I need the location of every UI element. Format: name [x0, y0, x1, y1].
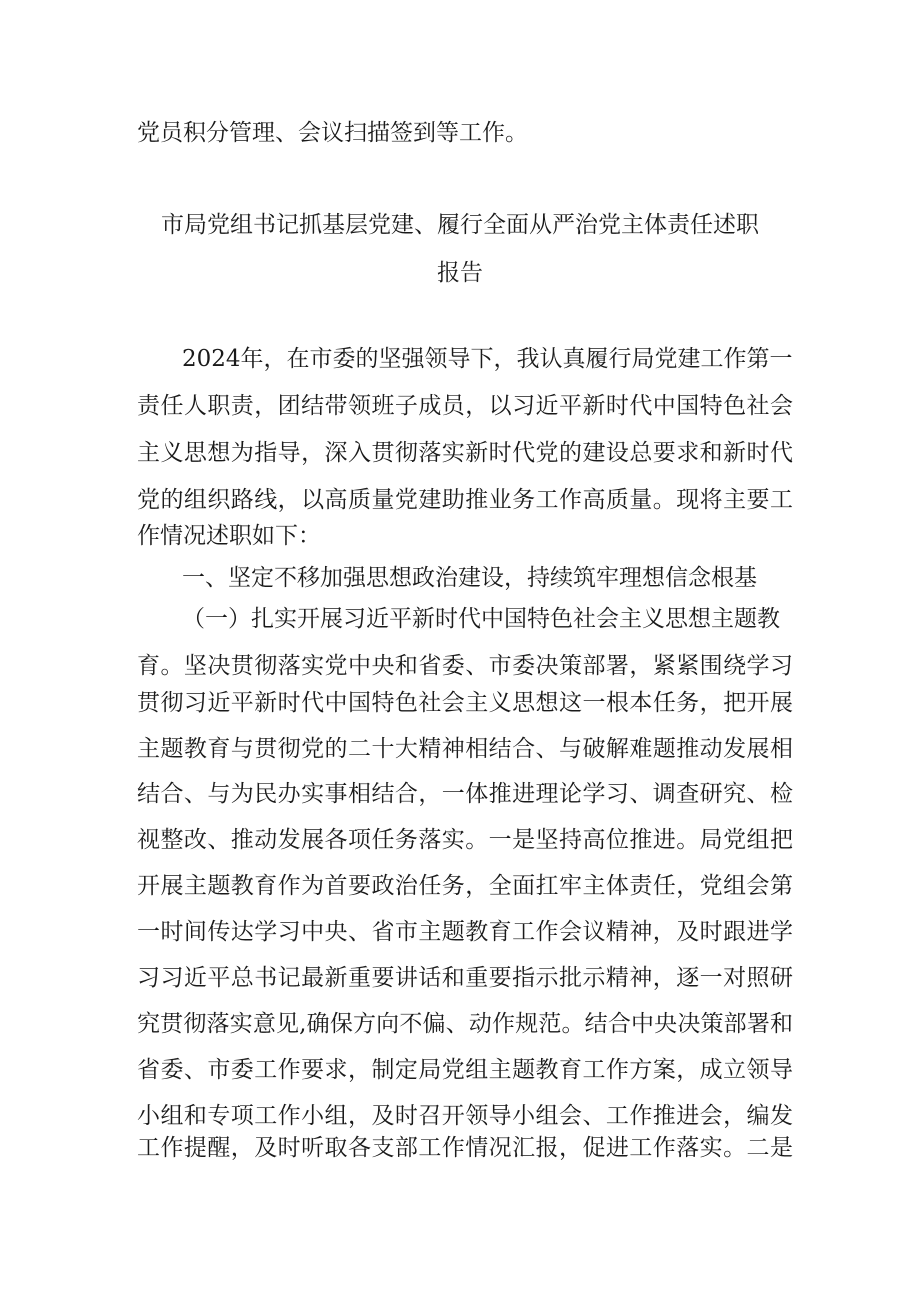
body-line-7: 开展主题教育作为首要政治任务，全面扛牢主体责任，党组会第 — [137, 873, 793, 899]
body-line-3: 贯彻习近平新时代中国特色社会主义思想这一根本任务，把开展 — [137, 690, 793, 716]
body-line-10: 究贯彻落实意见,确保方向不偏、动作规范。结合中央决策部署和 — [137, 1011, 793, 1037]
body-line-1: （一）扎实开展习近平新时代中国特色社会主义思想主题教 — [182, 606, 780, 632]
body-line-13: 工作提醒，及时听取各支部工作情况汇报，促进工作落实。二是 — [137, 1135, 793, 1161]
body-line-4: 主题教育与贯彻党的二十大精神相结合、与破解难题推动发展相 — [137, 736, 793, 762]
intro-line-3: 主义思想为指导，深入贯彻落实新时代党的建设总要求和新时代 — [137, 440, 793, 466]
body-line-5: 结合、与为民办实事相结合，一体推进理论学习、调查研究、检 — [137, 781, 793, 807]
body-line-2: 育。坚决贯彻落实党中央和省委、市委决策部署，紧紧围绕学习 — [137, 653, 793, 679]
body-line-6: 视整改、推动发展各项任务落实。一是坚持高位推进。局党组把 — [137, 827, 793, 853]
document-title-line-1: 市局党组书记抓基层党建、履行全面从严治党主体责任述职 — [161, 212, 759, 238]
carryover-line: 党员积分管理、会议扫描签到等工作。 — [137, 120, 528, 146]
document-title-line-2: 报告 — [437, 260, 483, 286]
intro-line-1: 2024年，在市委的坚强领导下，我认真履行局党建工作第一 — [182, 346, 793, 372]
body-line-8: 一时间传达学习中央、省市主题教育工作会议精神，及时跟进学 — [137, 919, 793, 945]
body-line-12: 小组和专项工作小组，及时召开领导小组会、工作推进会，编发 — [137, 1103, 793, 1129]
intro-line-2: 责任人职责，团结带领班子成员，以习近平新时代中国特色社会 — [137, 393, 793, 419]
intro-line-5: 作情况述职如下： — [137, 523, 321, 549]
section-heading: 一、坚定不移加强思想政治建设，持续筑牢理想信念根基 — [182, 565, 757, 591]
intro-line-4: 党的组织路线，以高质量党建助推业务工作高质量。现将主要工 — [137, 487, 793, 513]
body-line-11: 省委、市委工作要求，制定局党组主题教育工作方案，成立领导 — [137, 1057, 793, 1083]
body-line-9: 习习近平总书记最新重要讲话和重要指示批示精神，逐一对照研 — [137, 965, 793, 991]
